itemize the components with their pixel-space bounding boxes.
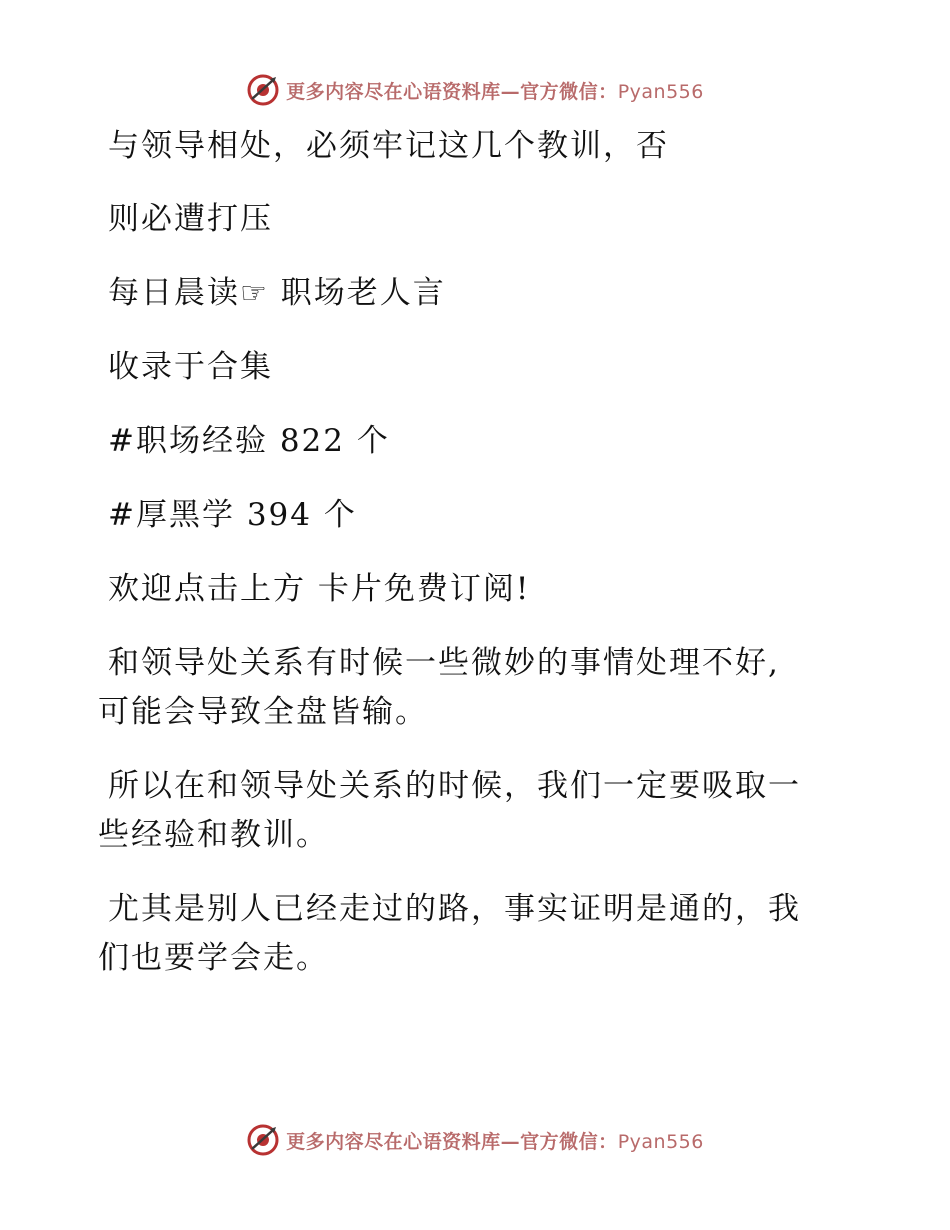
banner-site-text: 更多内容尽在心语资料库 [286,1130,501,1153]
logo-icon [246,1123,280,1157]
paragraph-line: 们也要学会走。 [98,940,329,976]
article-body [98,122,838,1008]
tag-zhichang-text[interactable]: #职场经验 822 个 [108,423,390,459]
paragraph-line: 尤其是别人已经走过的路，事实证明是通的，我 [108,891,801,927]
tag-houheixue-text[interactable]: #厚黑学 394 个 [108,497,357,533]
collection-label [98,343,838,392]
banner-dash: — [500,1130,521,1153]
tag-houheixue[interactable] [98,491,838,540]
paragraph-line: 所以在和领导处关系的时候，我们一定要吸取一 [108,768,801,804]
paragraph [98,639,838,737]
paragraph [98,885,838,983]
title-line: 与领导相处，必须牢记这几个教训，否 [108,128,669,164]
subscribe-line [98,565,838,614]
column-line[interactable] [98,269,838,318]
title-line: 则必遭打压 [108,201,273,237]
banner-dash: — [500,80,521,103]
banner-wechat-id: Pyan556 [617,80,704,103]
paragraph-line: 和领导处关系有时候一些微妙的事情处理不好, [108,645,780,681]
paragraph-line: 可能会导致全盘皆输。 [98,694,428,730]
banner-site-text: 更多内容尽在心语资料库 [286,80,501,103]
tag-zhichang[interactable] [98,417,838,466]
header-banner [0,70,950,110]
column-name[interactable]: 职场老人言 [280,275,446,311]
paragraph-line: 些经验和教训。 [98,817,329,853]
collection-label-text: 收录于合集 [108,349,273,385]
banner-text [286,77,704,104]
banner-text [286,1127,704,1154]
banner-wechat-label: 官方微信： [520,1130,618,1153]
article-title [98,122,838,244]
subscribe-text: 欢迎点击上方 卡片免费订阅! [108,571,531,607]
paragraph [98,762,838,860]
banner-wechat-label: 官方微信： [520,80,618,103]
logo-icon [246,73,280,107]
column-prefix: 每日晨读 [108,275,240,311]
pointing-hand-icon: ☞ [240,276,269,311]
footer-banner [0,1120,950,1160]
banner-wechat-id: Pyan556 [617,1130,704,1153]
